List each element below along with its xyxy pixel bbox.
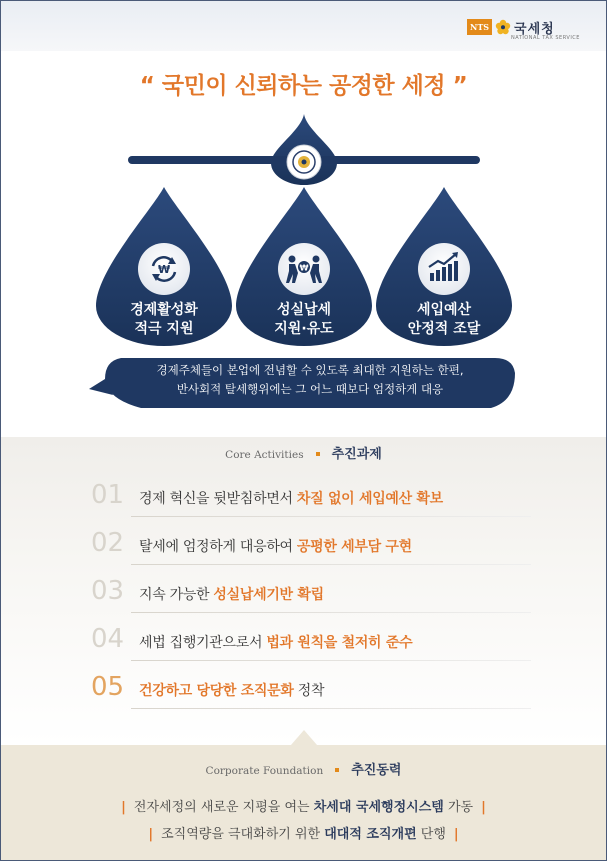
item-number: 01 [91,480,125,510]
foundation-row [1,823,606,842]
item-text-emphasis: 차질 없이 세입예산 확보 [296,491,443,507]
bullet-dot [335,768,339,772]
item-text-post: 정착 [293,683,325,699]
close-quote: ” [452,73,468,99]
core-item [91,530,531,566]
item-divider [131,516,531,517]
banner-line1: 경제주체들이 본업에 전념할 수 있도록 최대한 지원하는 한편, [156,363,464,377]
item-divider [131,708,531,709]
bullet-dot [316,452,320,456]
item-text-pre: 세법 집행기관으로서 [139,635,267,651]
pillar-3-line1: 세입예산 [416,302,472,318]
title-text: 국민이 신뢰하는 공정한 세정 [161,73,446,99]
banner-line2: 반사회적 탈세행위에는 그 어느 때보다 엄정하게 대응 [176,382,444,396]
core-item [91,482,531,518]
item-text [139,536,412,556]
logo-name: 국세청 [514,21,555,37]
pillar-3-label [376,301,512,339]
item-number: 03 [91,576,125,606]
pillar-1-line2: 적극 지원 [134,321,194,337]
pillar-3-line2: 안정적 조달 [407,321,481,337]
row-post: 단행 [416,827,446,842]
core-label-kr: 추진과제 [331,447,382,462]
row-emphasis: 차세대 국세행정시스템 [313,800,444,815]
item-text [139,632,412,652]
item-text-emphasis: 건강하고 당당한 조직문화 [139,683,294,699]
pillar-1-label [96,301,232,339]
item-divider [131,660,531,661]
svg-text:₩: ₩ [157,263,171,276]
foundation-row [1,796,606,815]
row-bar: | [148,827,154,842]
item-divider [131,564,531,565]
foundation-heading [1,759,606,778]
pillar-1-line1: 경제활성화 [130,302,198,318]
logo-en: NATIONAL TAX SERVICE [511,35,580,41]
row-bar: | [481,800,486,815]
item-text-emphasis: 법과 원칙을 철저히 준수 [266,635,413,651]
pillar-2-line2: 지원·유도 [274,321,334,337]
item-number: 05 [91,672,125,702]
item-text-pre: 지속 가능한 [139,587,214,603]
logo-abbr: NTS [467,19,492,35]
core-item [91,626,531,662]
item-divider [131,612,531,613]
foundation-label-kr: 추진동력 [351,763,402,778]
item-text [139,584,324,604]
item-text-pre: 탈세에 엄정하게 대응하여 [139,539,297,555]
banner-text [105,361,515,399]
row-bar: | [453,827,459,842]
pillar-2-label [236,301,372,339]
item-text-emphasis: 공평한 세부담 구현 [296,539,412,555]
item-text-emphasis: 성실납세기반 확립 [213,587,324,603]
item-number: 04 [91,624,125,654]
row-bar: | [121,800,126,815]
row-emphasis: 대대적 조직개편 [324,827,417,842]
row-post: 가동 [443,800,474,815]
item-text-pre: 경제 혁신을 뒷받침하면서 [139,491,297,507]
row-pre: 전자세정의 새로운 지평을 여는 [133,800,314,815]
item-number: 02 [91,528,125,558]
core-activities-heading [1,443,606,462]
section-notch [291,730,317,745]
foundation-label-en: Corporate Foundation [205,765,324,777]
item-text [139,680,324,700]
core-item [91,674,531,710]
core-label-en: Core Activities [225,449,304,461]
svg-text:₩: ₩ [299,263,309,273]
open-quote: “ [139,73,155,99]
item-text [139,488,443,508]
pillar-2-line1: 성실납세 [276,302,332,318]
core-item [91,578,531,614]
row-pre: 조직역량을 극대화하기 위한 [161,827,325,842]
